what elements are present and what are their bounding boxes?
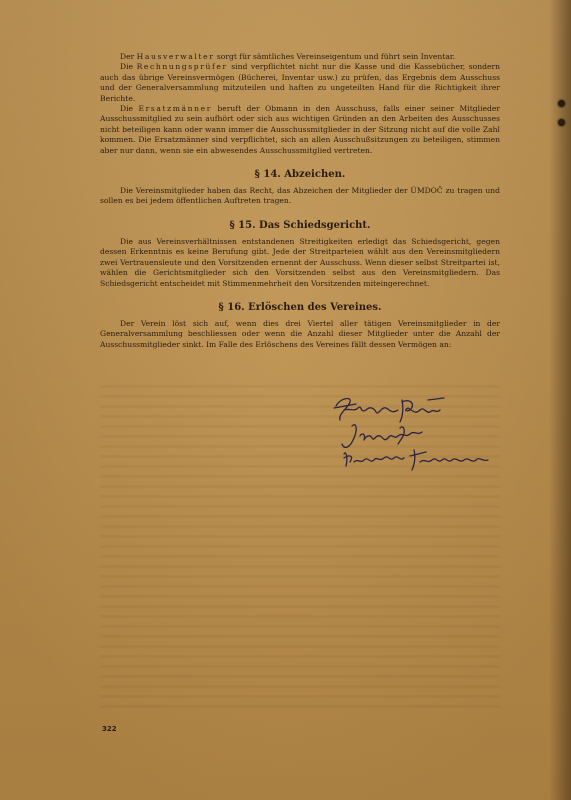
section-text-15: Die aus Vereinsverhältnissen entstandenen Streitigkeiten erledigt das Schiedsgericht, gegen dessen Erkenntnis es keine Berufung gibt. Jede der Streitparteien wählt aus den Vereinsmitgliedern zwei Vertrauensleute und den Vorsitzenden ernennt der Ausschuss. Wenn dieser selbst Streitpartei ist, wählen die Gerichtsmitglieder sich den Vorsitzenden selbst aus den Vereinsmitgliedern. Das Schiedsgericht entscheidet mit Stimmenmehrheit den Vorsitzenden miteingerechnet. [100,236,500,288]
binding-holes [558,100,565,138]
term-rechnungspruefer: Rechnungsprüfer [136,62,228,72]
paragraph-ersatzmaenner: Die Ersatzmänner beruft der Obmann in den Ausschuss, falls einer seiner Mitglieder Ausschussmitglied zu sein aufhört oder sich aus wichtigen Gründen an den Arbeiten des Ausschusses nicht beteiligen kann oder wann immer die Ausschussmitglieder in der Sitzung nicht auf die volle Zahl kommen. Die Ersatzmänner sind verpflichtet, sich an allen Ausschußsitzungen zu beteiligen, stimmen aber nur dann, wenn sie ein abwesendes Ausschussmitglied vertreten. [100,104,500,155]
section-heading-16: § 16. Erlöschen des Vereines. [218,301,382,313]
page-number: 322 [102,725,117,733]
signature-3 [344,450,488,470]
paragraph-hausverwalter: Der Hausverwalter sorgt für sämtliches Vereinseigentum und führt sein Inventar. [120,52,456,61]
paragraph-text: sind verpflichtet nicht nur die Kasse und die Kassebücher, sondern auch das übrige Vereinsvermögen (Bücherei, Inventar usw.) zu prüfen, das Ergebnis dem Ausschuss und der Generalversammlung mitzuteilen und haften zu ungeteilten Hand für die Richtigkeit ihrer Berichte. [100,62,500,103]
document-body [100,52,500,350]
section-heading-14: § 14. Abzeichen. [254,169,346,181]
handwritten-signatures [330,392,510,480]
signature-2 [342,425,422,448]
paragraph-rechnungspruefer: Die Rechnungsprüfer sind verpflichtet nicht nur die Kasse und die Kassebücher, sondern auch das übrige Vereinsvermögen (Bücherei, Inventar usw.) zu prüfen, das Ergebnis dem Ausschuss und der Generalversammlung mitzuteilen und haften zu ungeteilten Hand für die Richtigkeit ihrer Berichte. [100,62,500,103]
term-hausverwalter: Hausverwalter [136,52,215,61]
paragraph-text: beruft der Obmann in den Ausschuss, falls einer seiner Mitglieder Ausschussmitglied zu sein aufhört oder sich aus wichtigen Gründen an den Arbeiten des Ausschusses nicht beteiligen kann oder wann immer die Ausschussmitglieder in der Sitzung nicht auf die volle Zahl kommen. Die Ersatzmänner sind verpflichtet, sich an allen Ausschußsitzungen zu beteiligen, stimmen aber nur dann, wenn sie ein abwesendes Ausschussmitglied vertreten. [100,104,500,155]
paragraph-text: sorgt für sämtliches Vereinseigentum und führt sein Inventar. [216,52,456,61]
section-heading-15: § 15. Das Schiedsgericht. [229,219,371,231]
section-text-16: Der Verein löst sich auf, wenn dies drei Viertel aller tätigen Vereinsmitglieder in der Generalversammlung beschliessen oder wenn die Anzahl dieser Mitglieder unter die Anzahl der Ausschussmitglieder sinkt. Im Falle des Erlöschens des Vereines fällt dessen Vermögen an: [100,318,500,349]
signature-1 [334,398,444,422]
binding-hole [558,119,565,126]
binding-hole [558,100,565,107]
term-ersatzmaenner: Ersatzmänner [138,104,212,114]
section-text-14: Die Vereinsmitglieder haben das Recht, das Abzeichen der Mitglieder der ÚMDOČ zu tragen und sollen es bei jedem öffentlichen Auftreten tragen. [100,186,500,206]
